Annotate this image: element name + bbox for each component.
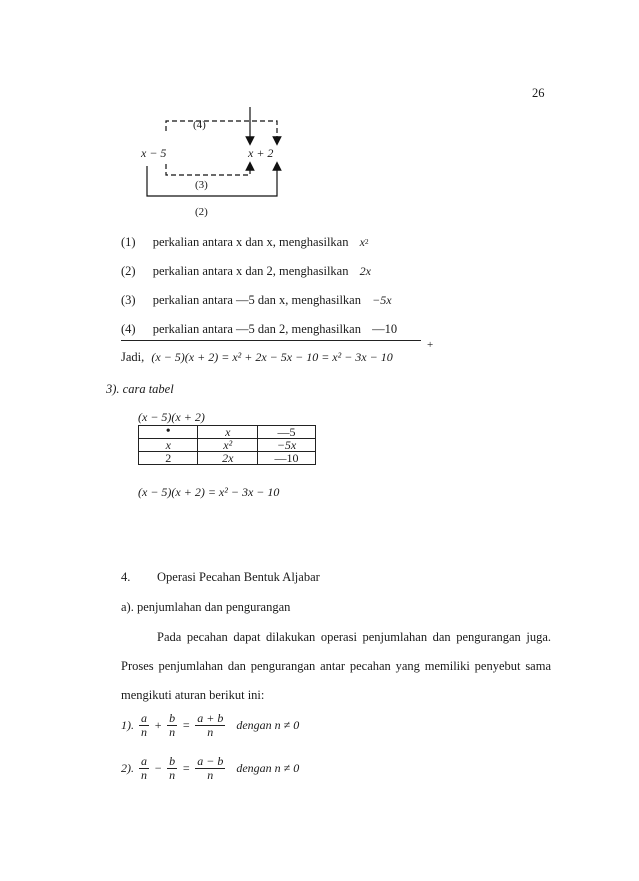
fraction-b-over-n: $\frac{b}{n}$: [169, 754, 176, 782]
fraction-result: $\frac{a - b}{n}$: [197, 754, 224, 782]
table-header-row: [139, 426, 316, 439]
step-4: [121, 322, 397, 337]
rule-1: [121, 712, 299, 739]
section-title: Operasi Pecahan Bentuk Aljabar: [157, 570, 320, 584]
table-header-cell: •: [139, 426, 198, 439]
rule-label: 1).: [121, 718, 134, 732]
table-row: [139, 439, 316, 452]
rule-condition: dengan n ≠ 0: [236, 718, 300, 732]
step-result: 2x: [359, 264, 371, 278]
table-bottom-expression: (x − 5)(x + 2) = x² − 3x − 10: [138, 485, 280, 499]
label-4: (4): [193, 119, 206, 131]
step-3: [121, 293, 392, 308]
operator: +: [154, 718, 163, 732]
fraction-result: $\frac{a + b}{n}$: [197, 711, 224, 739]
conclusion-equation: (x − 5)(x + 2) = x² + 2x − 5x − 10 = x² − 3x − 10: [151, 350, 393, 364]
step-number: (4): [121, 322, 136, 336]
sum-rule-line: [121, 340, 421, 341]
table-cell: x: [139, 439, 198, 452]
plus-sign: +: [427, 339, 434, 351]
table-header-cell: x: [198, 426, 258, 439]
label-3: (3): [195, 179, 208, 191]
operator: −: [154, 761, 163, 775]
table-cell: —10: [258, 452, 316, 465]
step-number: (3): [121, 293, 136, 307]
conclusion-prefix: Jadi,: [121, 350, 145, 364]
table-header-cell: —5: [258, 426, 316, 439]
conclusion: [121, 350, 393, 365]
step-result: x: [359, 235, 365, 249]
page-number: 26: [532, 86, 545, 100]
table-top-expression: (x − 5)(x + 2): [138, 410, 205, 424]
step-number: (2): [121, 264, 136, 278]
step-number: (1): [121, 235, 136, 249]
right-factor: x + 2: [248, 146, 274, 160]
table-method-heading: 3). cara tabel: [106, 382, 174, 396]
paragraph-line-3: mengikuti aturan berikut ini:: [121, 688, 265, 702]
paragraph-line-2: Proses penjumlahan dan pengurangan antar pecahan yang memiliki penyebut sama: [121, 659, 551, 673]
step-text: perkalian antara —5 dan 2, menghasilkan: [152, 322, 361, 336]
fraction-a-over-n: $\frac{a}{n}$: [141, 754, 147, 782]
fraction-b-over-n: $\frac{b}{n}$: [169, 711, 176, 739]
fraction-a-over-n: $\frac{a}{n}$: [141, 711, 147, 739]
step-text: perkalian antara x dan 2, menghasilkan: [152, 264, 349, 278]
step-2: [121, 264, 371, 279]
foil-arrow-diagram: [0, 0, 639, 240]
table-cell: x²: [198, 439, 258, 452]
rule-2: [121, 755, 299, 782]
equals-sign: =: [182, 761, 191, 775]
step-result: —10: [372, 322, 398, 336]
step-1: (1) perkalian antara x dan x, menghasilkan $x^2$: [121, 235, 369, 249]
rule-label: 2).: [121, 761, 134, 775]
arrow-3: [166, 164, 250, 175]
table-cell: −5x: [258, 439, 316, 452]
left-factor: x − 5: [141, 146, 167, 160]
table-cell: 2: [139, 452, 198, 465]
rule-condition: dengan n ≠ 0: [236, 761, 300, 775]
arrow-2: [147, 166, 277, 196]
step-result: −5x: [372, 293, 392, 307]
multiplication-table: [138, 425, 316, 465]
label-2: (2): [195, 206, 208, 218]
step-text: perkalian antara —5 dan x, menghasilkan: [152, 293, 361, 307]
section-number: 4.: [121, 570, 131, 584]
table-cell: 2x: [198, 452, 258, 465]
table-row: [139, 452, 316, 465]
subsection-heading: a). penjumlahan dan pengurangan: [121, 600, 291, 614]
equals-sign: =: [182, 718, 191, 732]
arrow-4: [166, 121, 277, 141]
paragraph-line-1: Pada pecahan dapat dilakukan operasi penjumlahan dan pengurangan juga.: [157, 630, 551, 644]
step-text: perkalian antara x dan x, menghasilkan: [152, 235, 349, 249]
